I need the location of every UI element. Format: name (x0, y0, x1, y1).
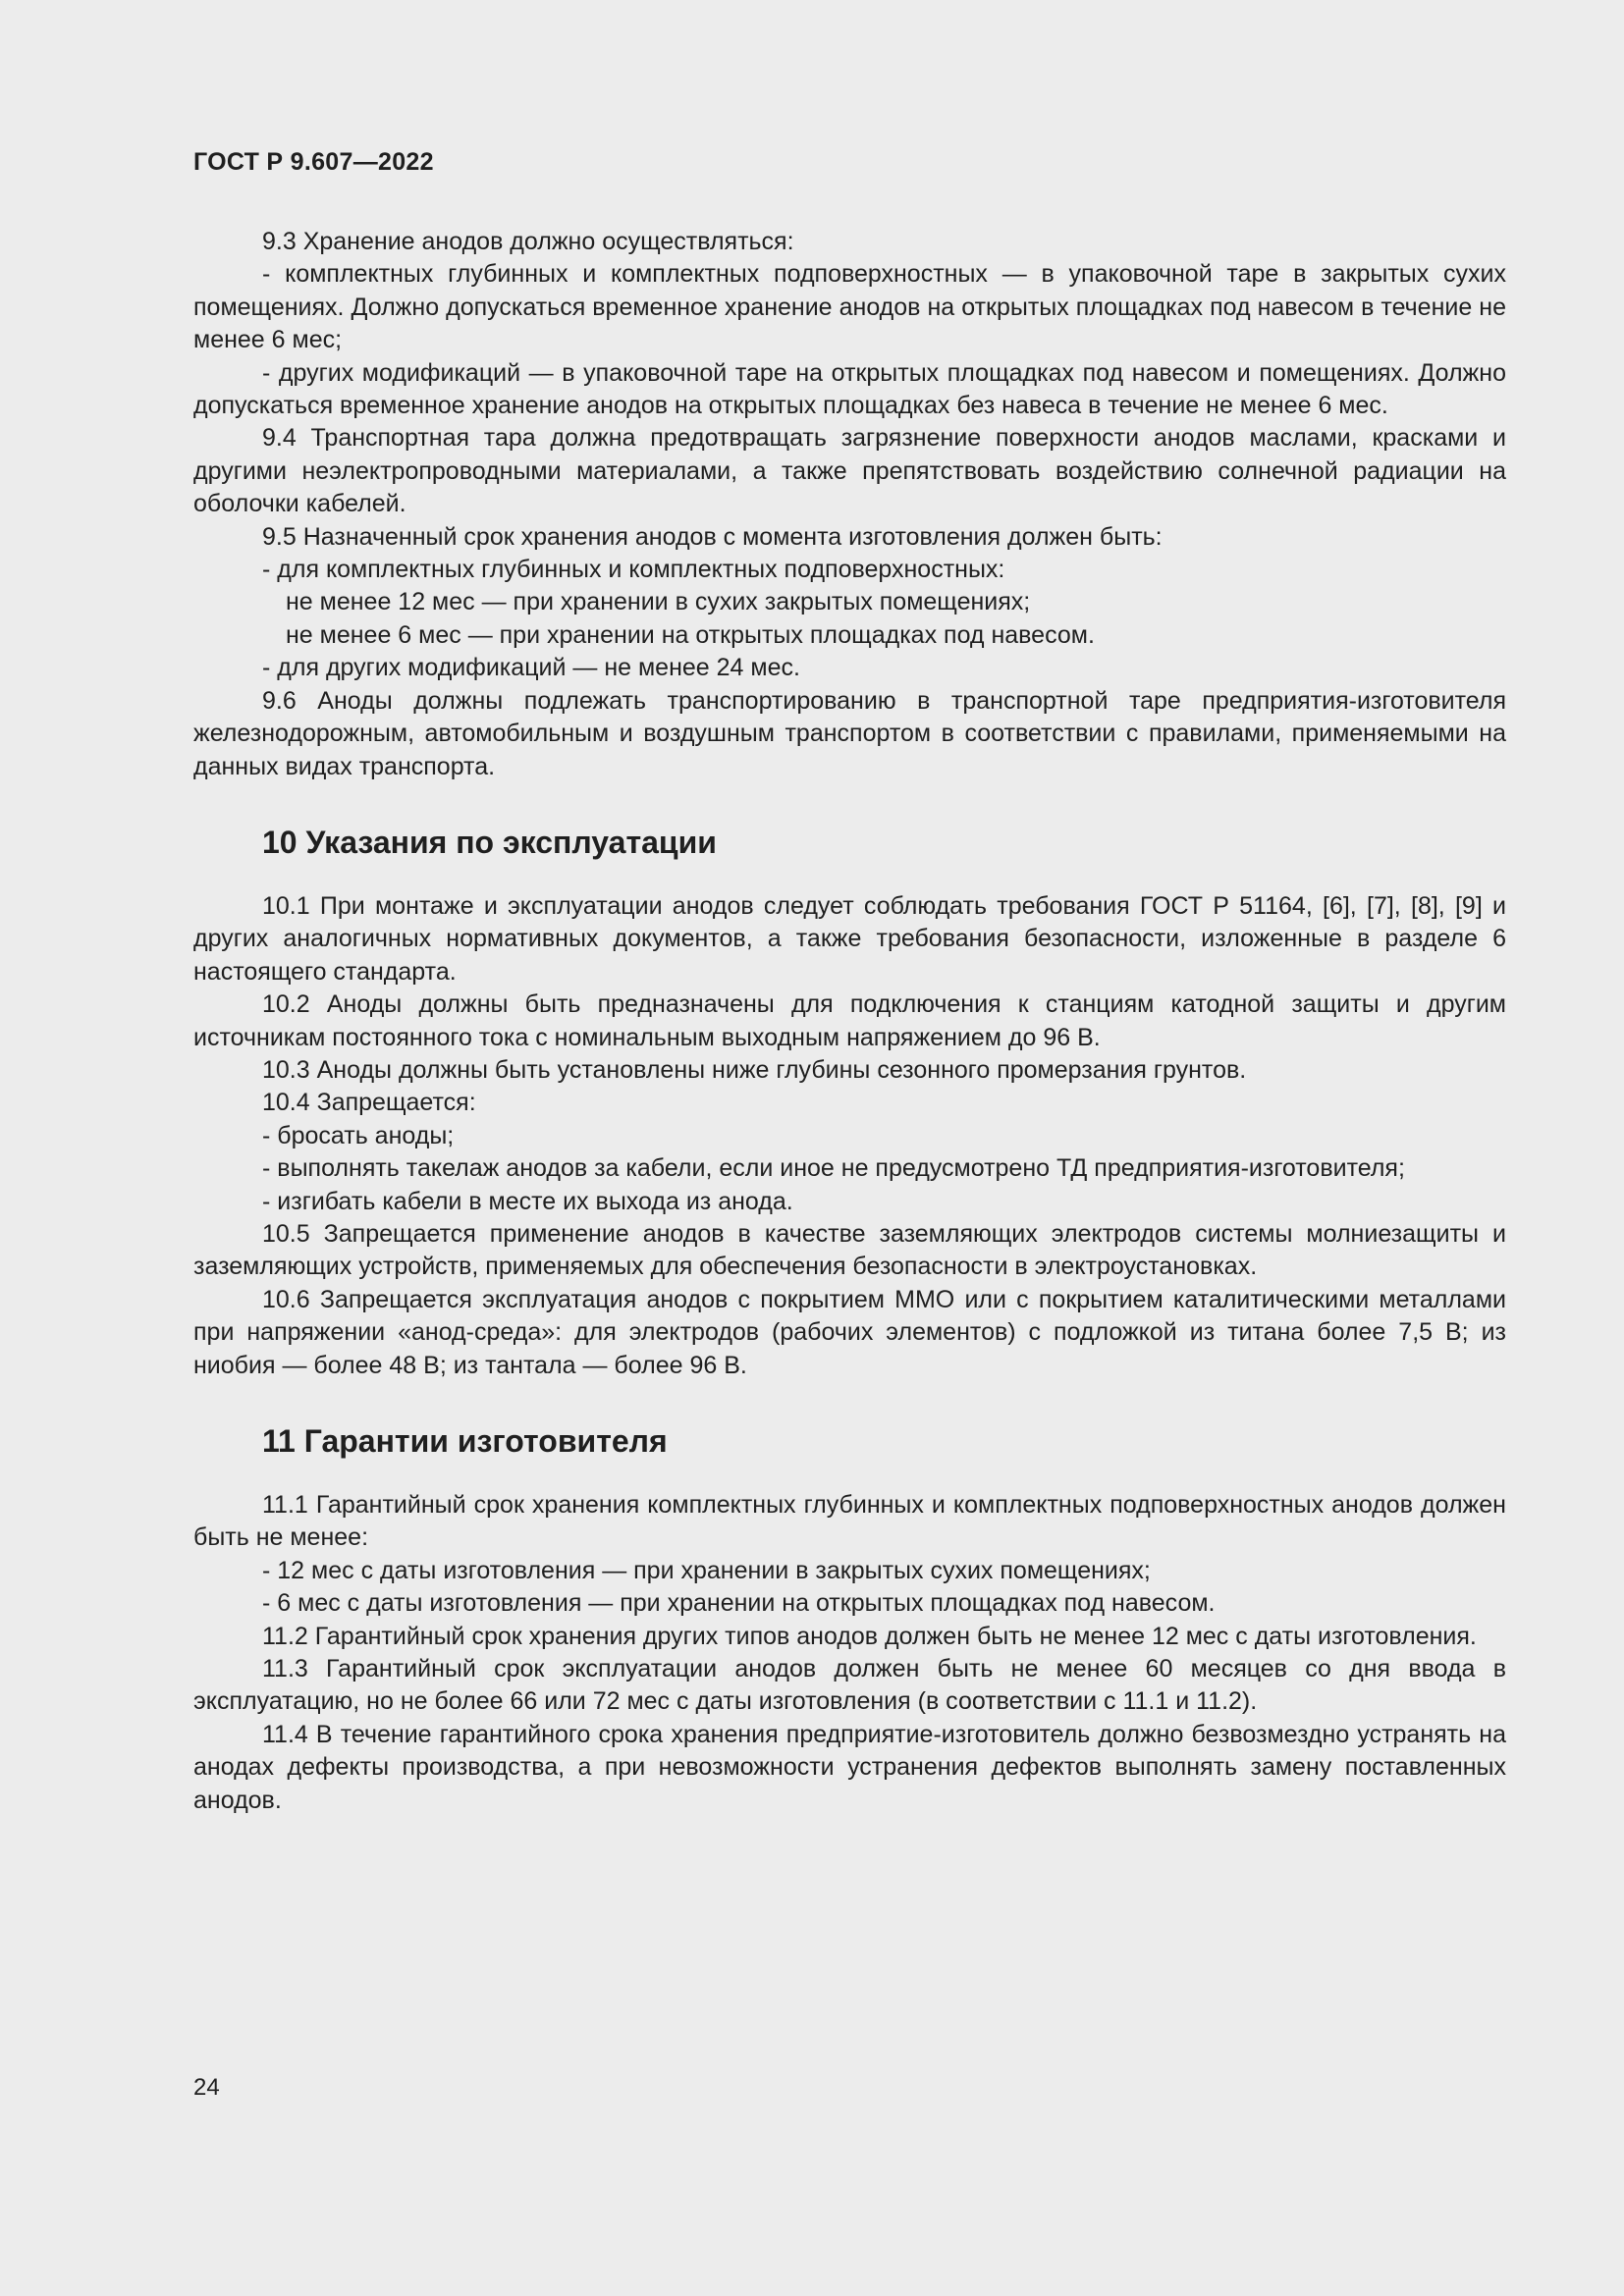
page-number: 24 (193, 2074, 220, 2101)
clause-10-1: 10.1 При монтаже и эксплуатации анодов следует соблюдать требования ГОСТ Р 51164, [6], [7], [8], [9] и других аналогичных нормативных документов, а также требования безопасности, изложенные в разделе 6 настоящего стандарта. (193, 891, 1506, 986)
clause-9-5: 9.5 Назначенный срок хранения анодов с момента изготовления должен быть: (262, 522, 1163, 551)
clause-10-6: 10.6 Запрещается эксплуатация анодов с покрытием ММО или с покрытием каталитическими металлами при напряжении «анод-среда»: для электродов (рабочих элементов) с подложкой из титана более 7,5 В; из ниобия — более 48 В; из тантала — более 96 В. (193, 1285, 1506, 1379)
document-body (193, 226, 1506, 1817)
list-item: - других модификаций — в упаковочной таре на открытых площадках под навесом и помещениях. Должно допускаться временное хранение анодов на открытых площадках без навеса в течение не менее 6 мес. (193, 357, 1506, 423)
list-item: - 12 мес с даты изготовления — при хранении в закрытых сухих помещениях; (193, 1555, 1506, 1587)
list-item: - 6 мес с даты изготовления — при хранении на открытых площадках под навесом. (193, 1587, 1506, 1620)
section-11-heading: 11 Гарантии изготовителя (262, 1423, 668, 1459)
list-item: - комплектных глубинных и комплектных подповерхностных — в упаковочной таре в закрытых сухих помещениях. Должно допускаться временное хранение анодов на открытых площадках под навесом в течение не менее 6 мес; (193, 258, 1506, 356)
section-10-heading: 10 Указания по эксплуатации (262, 824, 717, 860)
list-item: - бросать аноды; (193, 1120, 1506, 1152)
clause-9-4: 9.4 Транспортная тара должна предотвращать загрязнение поверхности анодов маслами, красками и другими неэлектропроводными материалами, а также препятствовать воздействию солнечной радиации на оболочки кабелей. (193, 424, 1506, 518)
list-item: - изгибать кабели в месте их выхода из анода. (193, 1186, 1506, 1218)
clause-9-6: 9.6 Аноды должны подлежать транспортированию в транспортной таре предприятия-изготовителя железнодорожным, автомобильным и воздушным транспортом в соответствии с правилами, применяемыми на данных видах транспорта. (193, 686, 1506, 780)
document-header: ГОСТ Р 9.607—2022 (193, 148, 434, 176)
clause-10-2: 10.2 Аноды должны быть предназначены для подключения к станциям катодной защиты и другим источникам постоянного тока с номинальным выходным напряжением до 96 В. (193, 990, 1506, 1051)
clause-11-2: 11.2 Гарантийный срок хранения других типов анодов должен быть не менее 12 мес с даты изготовления. (262, 1622, 1477, 1650)
sub-list-item: не менее 12 мес — при хранении в сухих закрытых помещениях; (286, 588, 1031, 616)
clause-10-4: 10.4 Запрещается: (262, 1089, 476, 1117)
clause-11-4: 11.4 В течение гарантийного срока хранения предприятие-изготовитель должно безвозмездно устранять на анодах дефекты производства, а при невозможности устранения дефектов выполнять замену поставленных анодов. (193, 1720, 1506, 1814)
clause-9-3: 9.3 Хранение анодов должно осуществляться: (262, 228, 794, 255)
list-item: - для комплектных глубинных и комплектных подповерхностных: (193, 554, 1506, 586)
clause-11-3: 11.3 Гарантийный срок эксплуатации анодов должен быть не менее 60 месяцев со дня ввода в эксплуатацию, но не более 66 или 72 мес с даты изготовления (в соответствии с 11.1 и 11.2). (193, 1655, 1506, 1716)
clause-10-5: 10.5 Запрещается применение анодов в качестве заземляющих электродов системы молниезащиты и заземляющих устройств, применяемых для обеспечения безопасности в электроустановках. (193, 1219, 1506, 1281)
clause-11-1: 11.1 Гарантийный срок хранения комплектных глубинных и комплектных подповерхностных анодов должен быть не менее: (193, 1491, 1506, 1552)
sub-list-item: не менее 6 мес — при хранении на открытых площадках под навесом. (286, 620, 1095, 649)
list-item: - выполнять такелаж анодов за кабели, если иное не предусмотрено ТД предприятия-изготовителя; (193, 1152, 1506, 1185)
clause-10-3: 10.3 Аноды должны быть установлены ниже глубины сезонного промерзания грунтов. (262, 1055, 1247, 1084)
list-item: - для других модификаций — не менее 24 мес. (193, 652, 1506, 684)
